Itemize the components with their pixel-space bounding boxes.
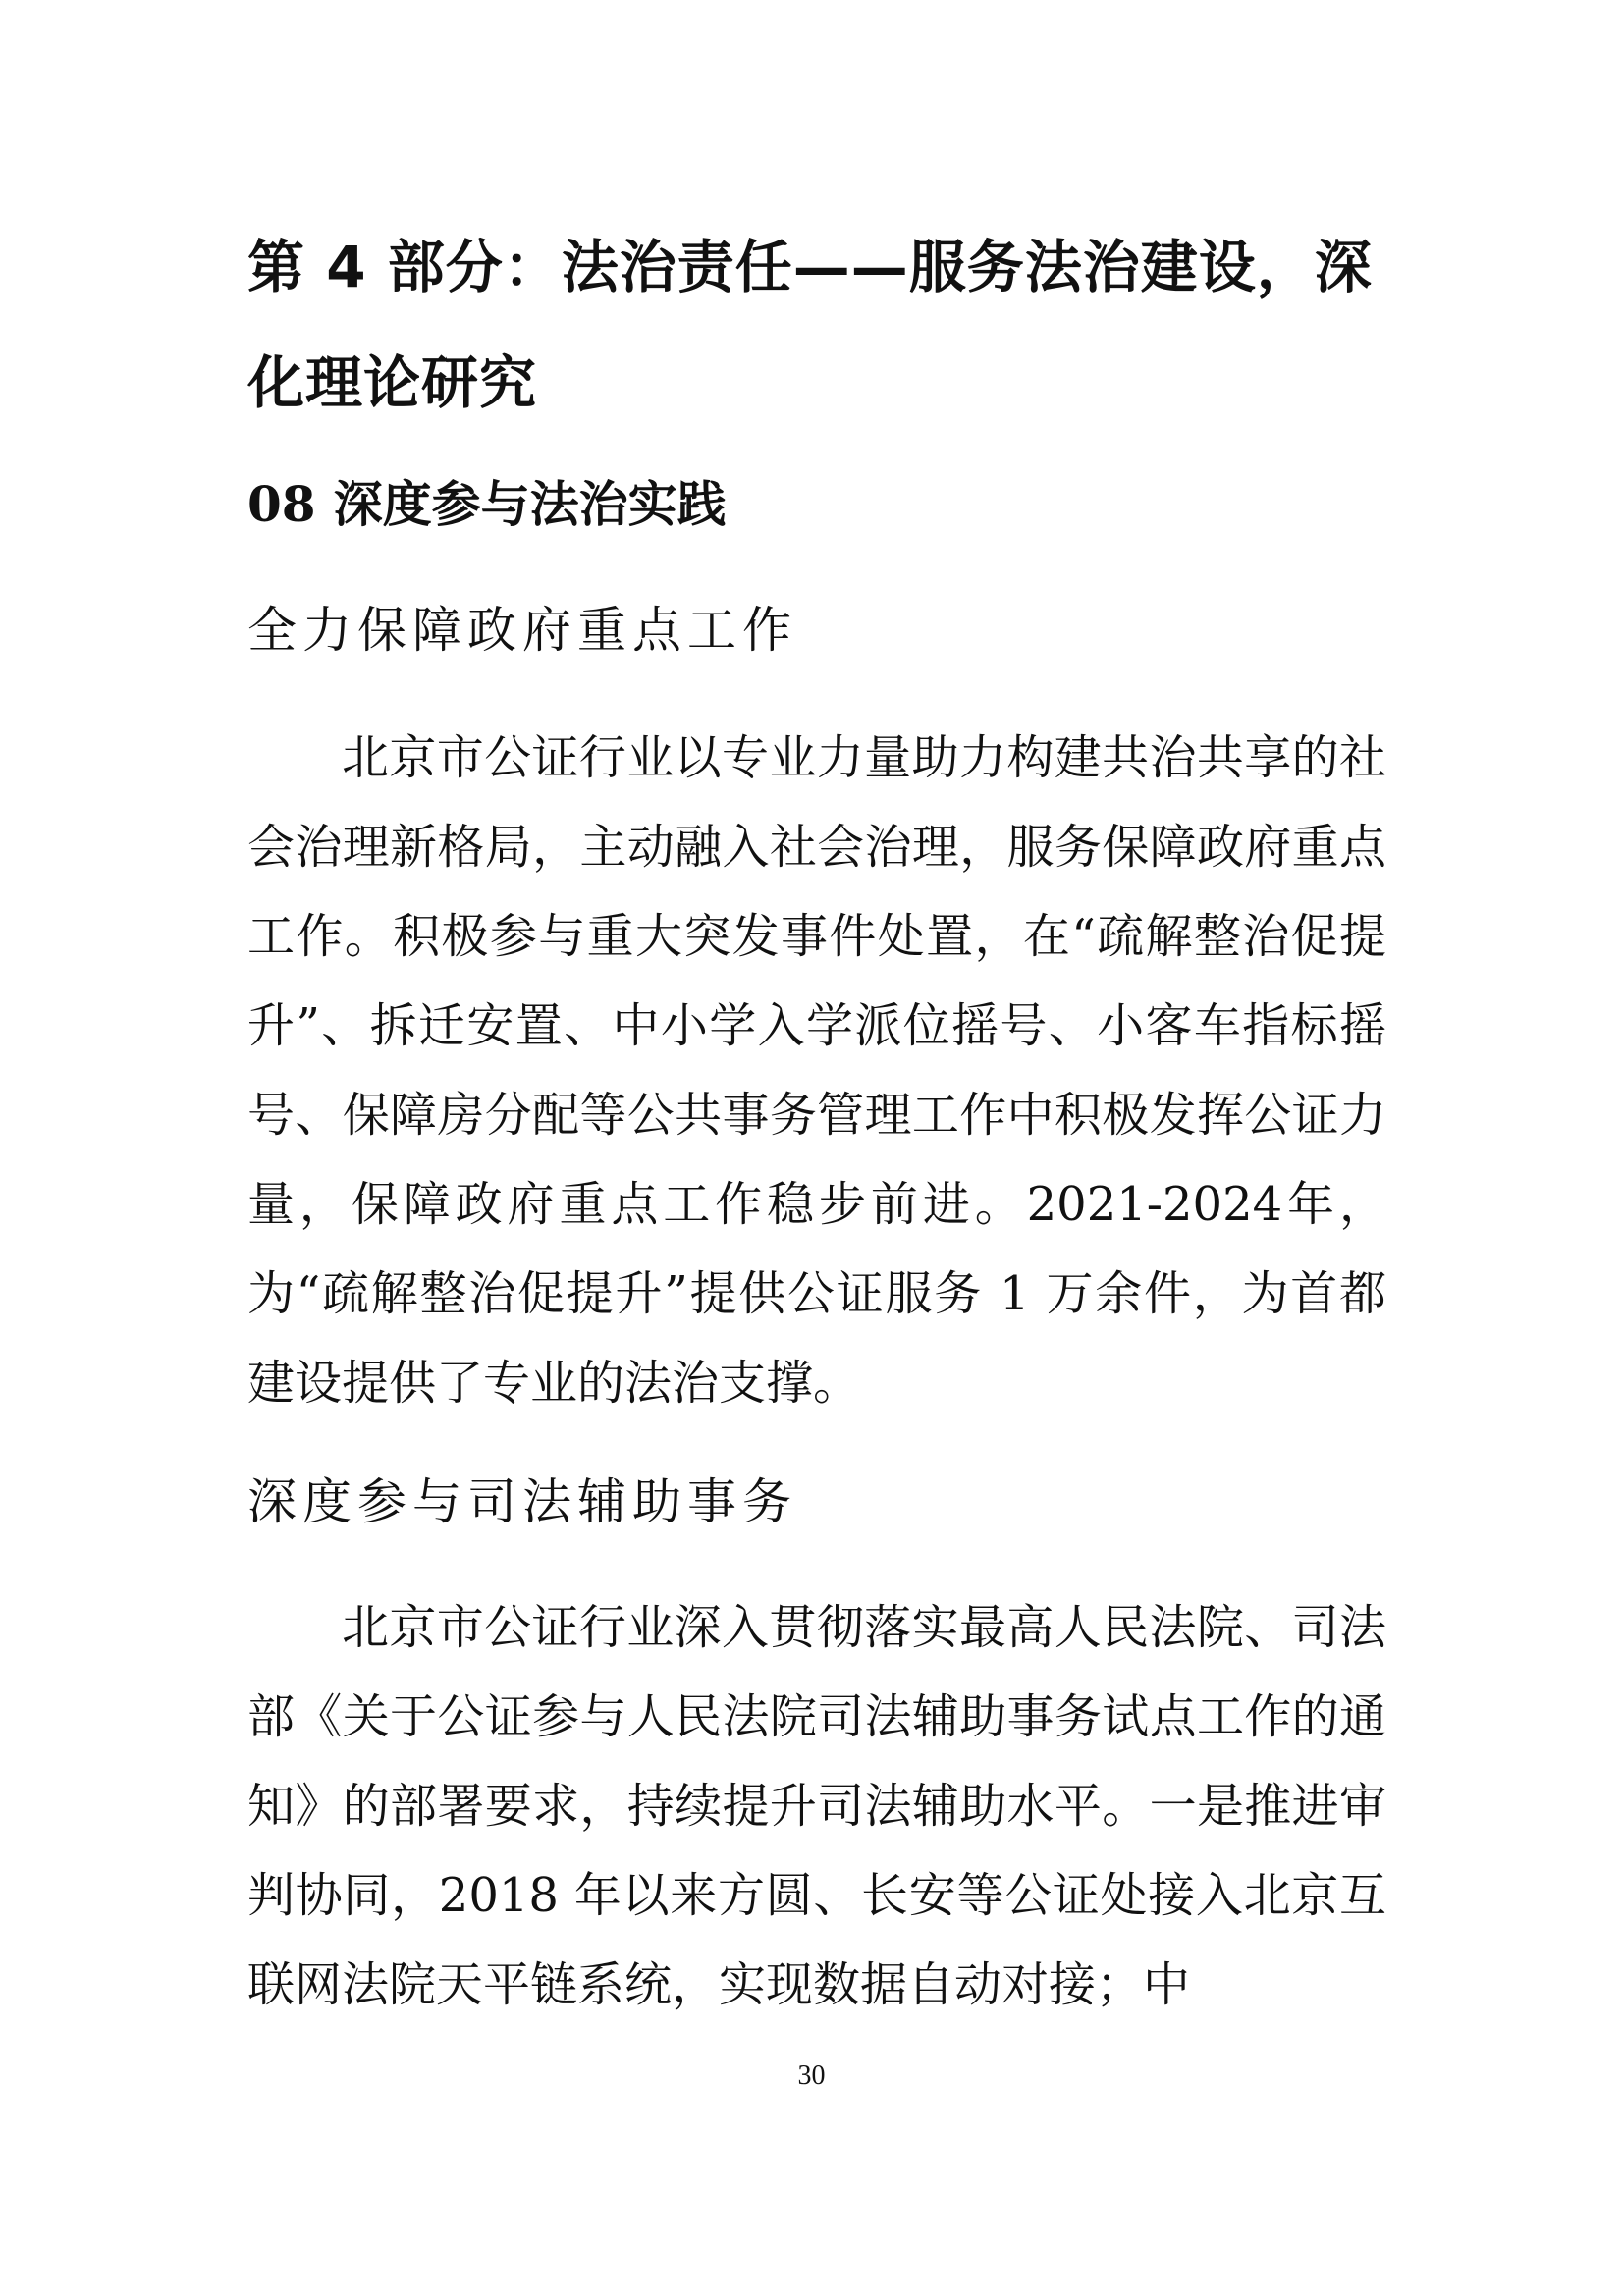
body-paragraph: 北京市公证行业以专业力量助力构建共治共享的社会治理新格局，主动融入社会治理，服务保障政府重点工作。积极参与重大突发事件处置，在“疏解整治促提升”、拆迁安置、中小学入学派位摇号、小客车指标摇号、保障房分配等公共事务管理工作中积极发挥公证力量，保障政府重点工作稳步前进。2021-2024年，为“疏解整治促提升”提供公证服务 1 万余件，为首都建设提供了专业的法治支撑。 — [247, 730, 1386, 1411]
section-heading — [247, 465, 727, 544]
body-paragraph: 北京市公证行业深入贯彻落实最高人民法院、司法部《关于公证参与人民法院司法辅助事务试点工作的通知》的部署要求，持续提升司法辅助水平。一是推进审判协同，2018 年以来方圆、长安等公证处接入北京互联网法院天平链系统，实现数据自动对接；中 — [247, 1600, 1386, 2012]
section-number: 08 — [247, 475, 316, 533]
page-number: 30 — [797, 2060, 826, 2091]
subsection-heading: 全力保障政府重点工作 — [247, 602, 797, 659]
part-title: 第 4 部分：法治责任——服务法治建设，深化理论研究 — [247, 234, 1373, 416]
subsection-heading: 深度参与司法辅助事务 — [247, 1473, 797, 1530]
section-title: 深度参与法治实践 — [333, 476, 727, 533]
